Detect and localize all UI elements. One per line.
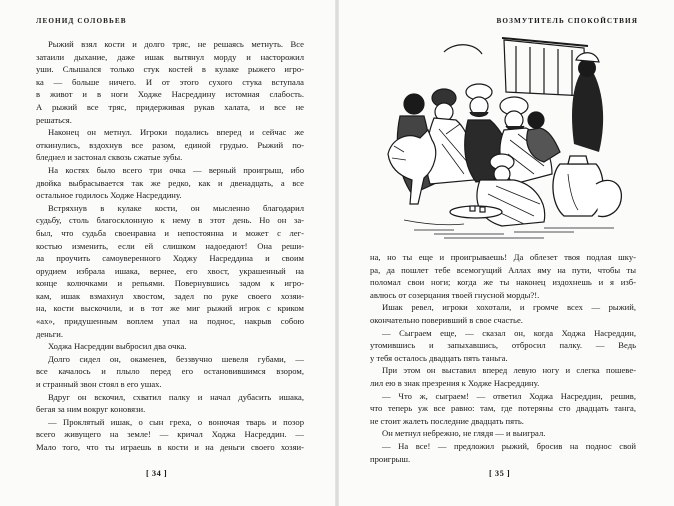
text-line: судьбу, столь благосклонную к нему в этот день. Но он за- <box>36 215 304 226</box>
running-header-title: ВОЗМУТИТЕЛЬ СПОКОЙСТВИЯ <box>496 17 638 25</box>
text-line: не стоит жалеть последние двадцать пять. <box>370 415 524 426</box>
text-line: Мало того, что ты играешь в кости и на деньги своего хозяи- <box>36 442 304 452</box>
text-line: утомившись и запыхавшись, отбросил палку. — Ведь <box>370 340 636 351</box>
text-line: А рыжий все тряс, придерживая рукав халата, и все не <box>36 101 304 112</box>
text-line: двойка выбрасывается так же редко, как и двенадцать, а все <box>36 177 304 188</box>
text-line: кам, ишак взмахнул хвостом, задел по руке своего хозяи- <box>36 290 304 301</box>
text-line: орудием избрала ишака, вернее, его хвост, украшенный на <box>36 265 304 276</box>
text-line: Долго сидел он, окаменев, беззвучно шевеля губами, — <box>48 353 304 364</box>
text-line: ра, да пошлет тебе всемогущий Аллах яму на пути, чтобы ты <box>370 264 636 275</box>
text-line: всего живущего на земле! — кричал Ходжа Насреддин. — <box>36 429 304 440</box>
text-line: «ах», придушенным воплем упал на поднос, накрыв собою <box>36 316 304 327</box>
text-line: бледнел и застонал сквозь сжатые зубы. <box>36 152 183 163</box>
text-line: На костях было всего три очка — верный проигрыш, ибо <box>48 164 304 175</box>
text-line: что теперь уж все равно: там, где потеряны сто двадцать танга, <box>370 403 636 414</box>
text-line: остальное годилось Ходже Насреддину. <box>36 190 182 201</box>
text-line: все качалось и плыло перед его остановившимся взором, <box>36 366 304 377</box>
text-line: решаться. <box>36 114 72 125</box>
text-line: откинулись, вздохнув все разом, единой грудью. Рыжий по- <box>36 139 304 150</box>
page-number: [ 34 ] <box>146 469 168 478</box>
text-line: проигрыш. <box>370 453 411 464</box>
text-line: был, что судьба своенравна и непостоянна и может с лег- <box>36 227 304 238</box>
running-header-author: ЛЕОНИД СОЛОВЬЕВ <box>36 17 127 25</box>
text-line: бегая за ним вокруг коновязи. <box>36 404 146 415</box>
text-line: Встряхнув в кулаке кости, он мысленно благодарил <box>48 202 304 213</box>
left-page-body <box>36 38 304 454</box>
text-line: Рыжий взял кости и долго тряс, не решаясь метнуть. Все <box>48 39 304 49</box>
text-line: Наконец он метнул. Игроки подались вперед и сейчас же <box>48 127 304 138</box>
text-line: лил ею в знак презрения к Ходже Насреддину. <box>370 377 540 388</box>
text-line: поломал свои ноги; когда же ты наконец издохнешь и я изб- <box>370 277 636 288</box>
text-line: деньги. <box>36 328 63 339</box>
text-line: авлюсь от созерцания твоей гнусной морды?!. <box>370 289 540 300</box>
text-line: ла проучить самоуверенного Ходжу Насреддина и своим <box>36 253 304 264</box>
text-line: — Что ж, сыграем! — ответил Ходжа Насреддин, решив, <box>382 390 636 401</box>
illustration-dice-players-icon <box>384 34 632 246</box>
text-line: ка — больше ничего. И от этого сухого стука вступала <box>36 76 304 87</box>
text-line: — Проклятый ишак, о сын греха, о вонючая тварь и позор <box>48 416 304 427</box>
text-line: — На все! — предложил рыжий, бросив на поднос свой <box>382 440 636 451</box>
text-line: Ходжа Насреддин выбросил два очка. <box>48 341 187 352</box>
text-line: на, кости выскочили, и в тот же миг рыжий игрок с криком <box>36 303 304 314</box>
text-line: — Сыграем еще, — сказал он, когда Ходжа Насреддин, <box>382 327 636 338</box>
text-line: конце колючками и репьями. Повернувшись задом к игро- <box>36 278 304 289</box>
right-page-body <box>370 251 636 465</box>
right-page <box>338 0 674 506</box>
text-line: При этом он выставил вперед левую ногу и слегка пошеве- <box>382 365 636 376</box>
left-page <box>0 0 336 506</box>
text-line: Вдруг он вскочил, схватил палку и начал дубасить ишака, <box>48 391 304 402</box>
text-line: в живот и в ноги Ходже Насреддину истомная слабость. <box>36 89 304 100</box>
text-line: у тебя осталось двадцать пять таньга. <box>370 352 508 363</box>
text-line: окончательно поверивший в свое счастье. <box>370 314 523 325</box>
text-line: костью изменить, если ей слишком надоедают! Она реши- <box>36 240 304 251</box>
page-number: [ 35 ] <box>489 469 511 478</box>
text-line: затаили дыхание, даже ишак вытянул морду и насторожил <box>36 51 304 62</box>
text-line: Он метнул небрежно, не глядя — и выиграл. <box>382 428 546 439</box>
text-line: уши. Слышался только стук костей в кулаке рыжего игро- <box>36 64 304 75</box>
text-line: и странный звон стоял в его ушах. <box>36 379 162 390</box>
text-line: Ишак ревел, игроки хохотали, и громче всех — рыжий, <box>382 302 636 313</box>
text-line: на, но ты еще и проигрываешь! Да облезет твоя подлая шку- <box>370 252 636 262</box>
